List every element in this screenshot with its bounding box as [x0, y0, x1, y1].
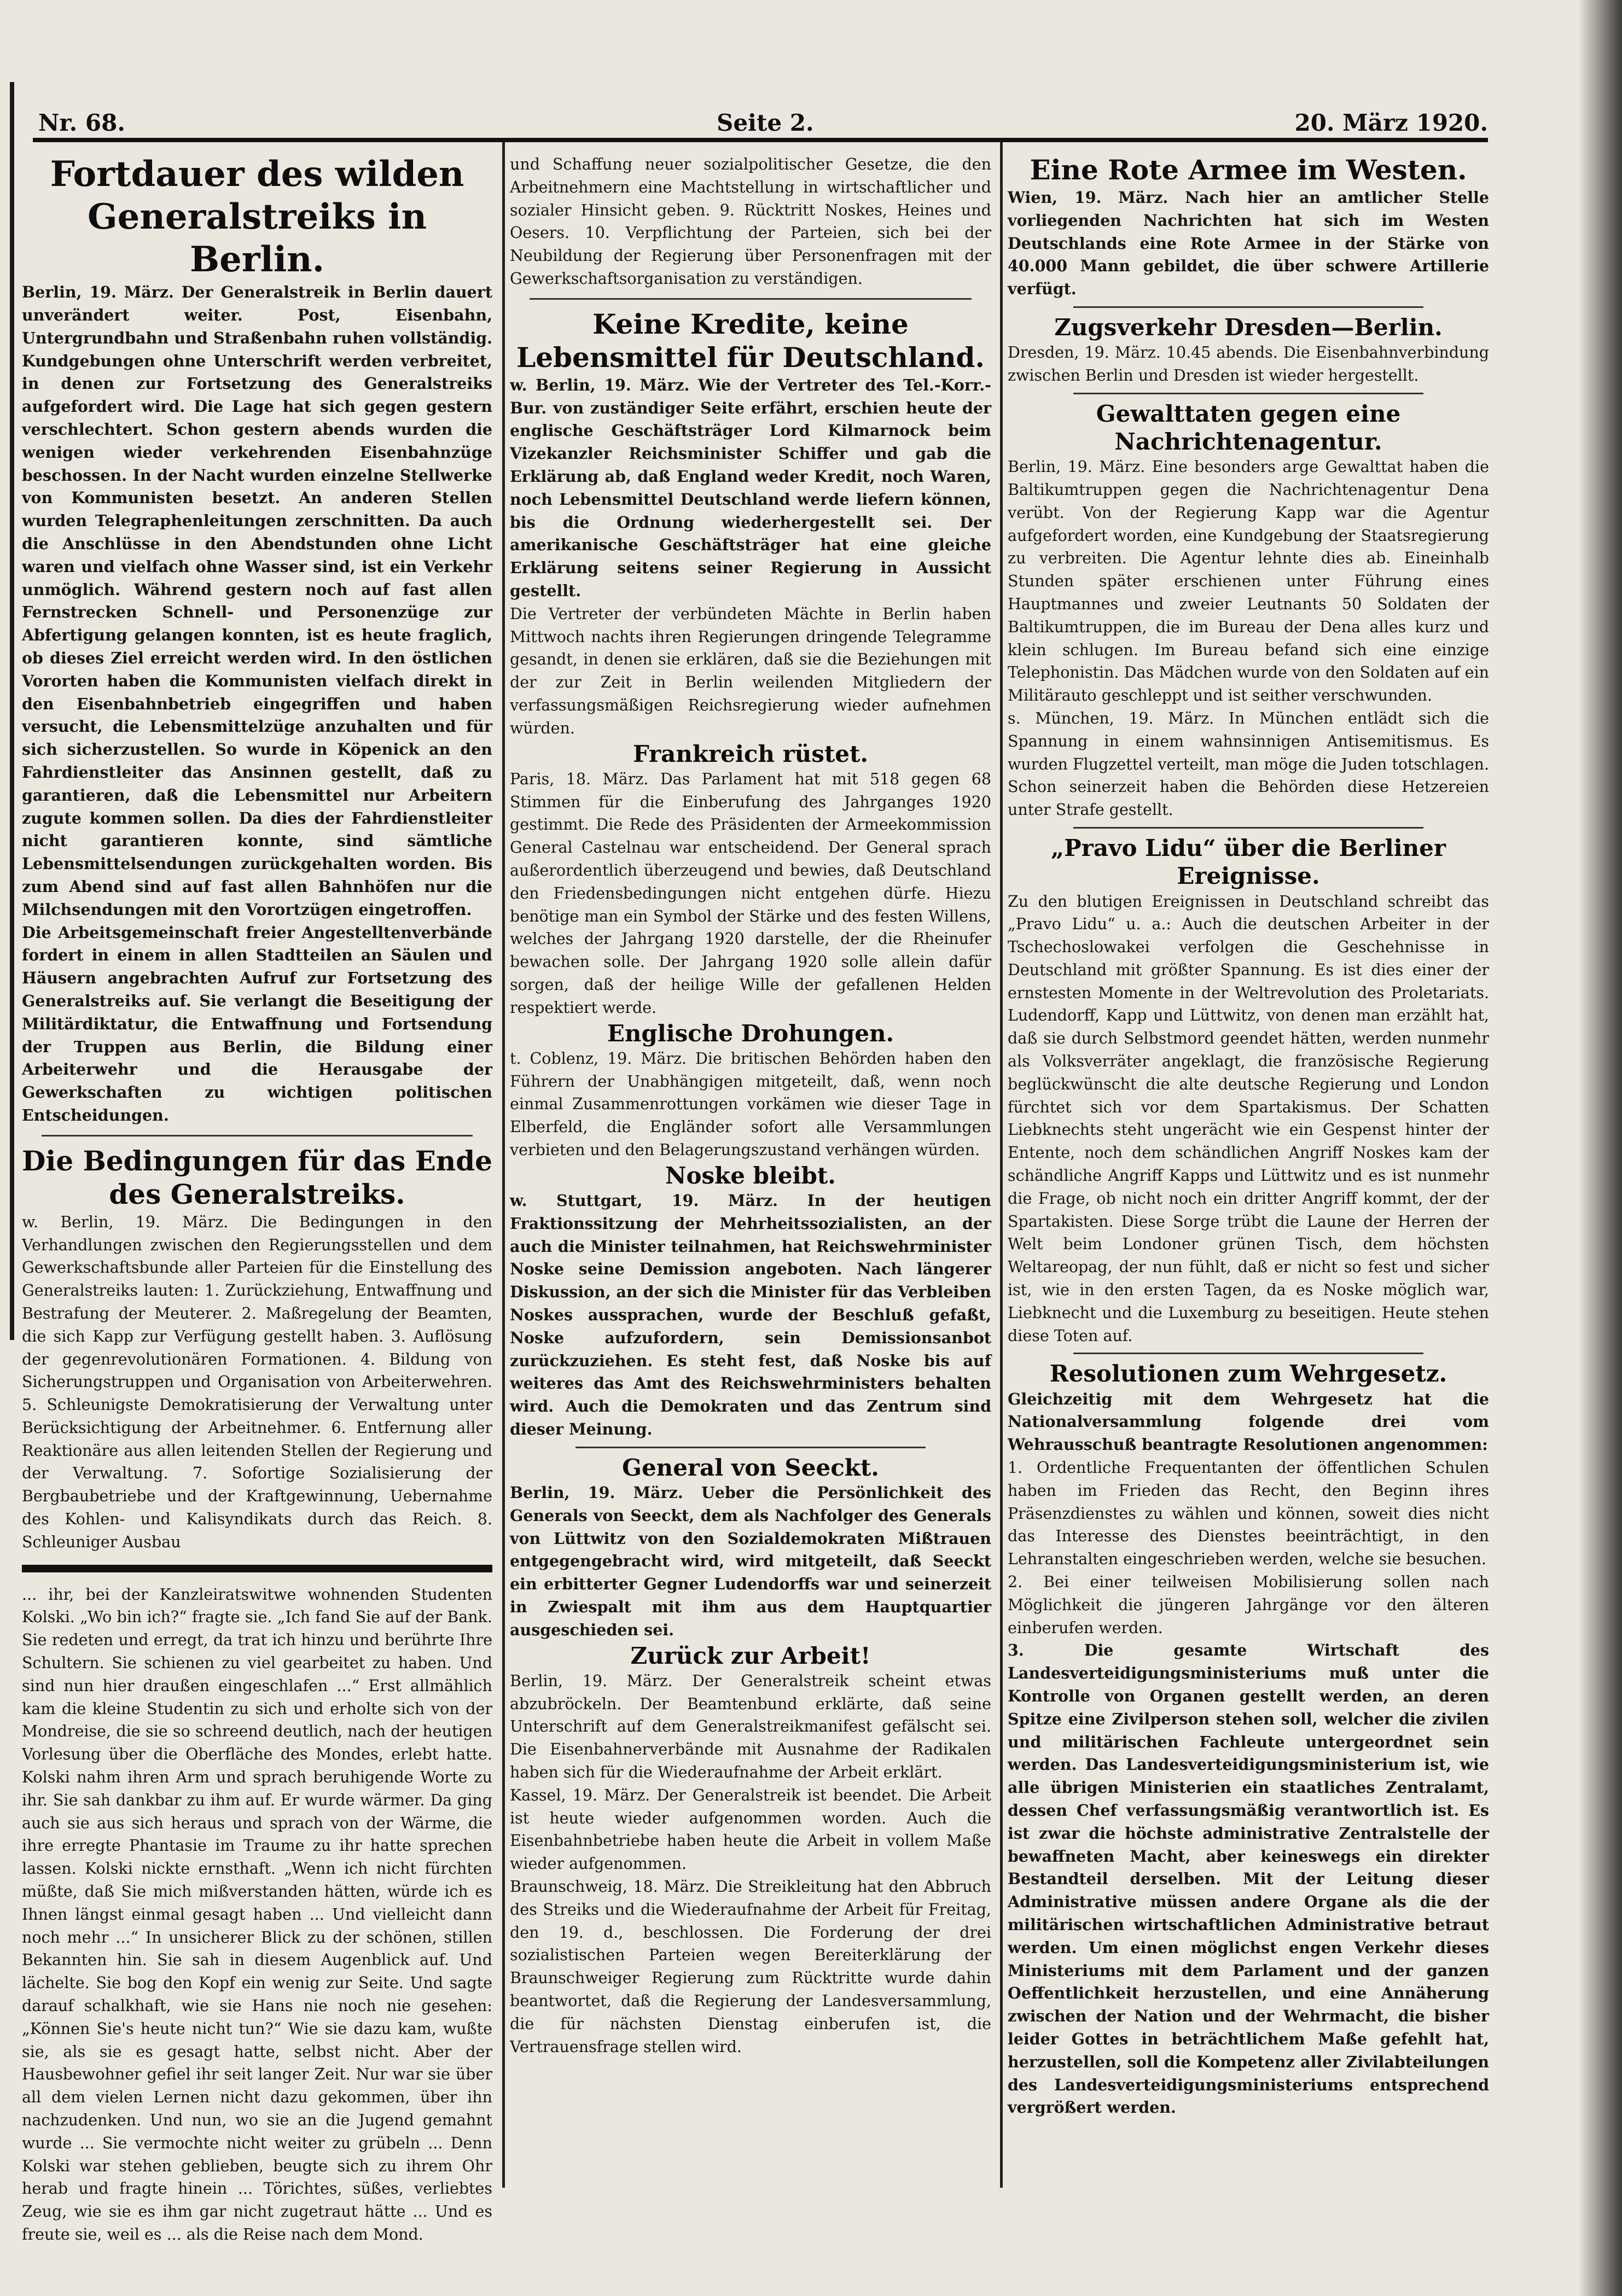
article-body: s. München, 19. März. In München entlädt sich die Spannung in einem wahnsinnigen Antisemitismus. Es wurden Flugzettel verteilt, man möge die Juden totschlagen. Schon seinerzeit haben die Behörden diese Hetzereien unter Strafe gestellt.	[1008, 709, 1489, 819]
article-body: Berlin, 19. März. Eine besonders arge Gewalttat haben die Baltikumtruppen gegen die Nachrichtenagentur Dena verübt. Von der Regierung Kapp war die Agentur aufgefordert worden, eine Kundgebung der Staatsregierung zu verbreiten. Die Agentur lehnte dies ab. Eineinhalb Stunden später erschienen unter Führung eines Hauptmannes und zweier Leutnants 50 Soldaten der Baltikumtruppen, die im Bureau der Dena alles kurz und klein schlugen. Im Bureau befand sich eine einzige Telephonistin. Das Mädchen wurde von den Soldaten auf ein Militärauto geschleppt und ist seither verschwunden.	[1008, 458, 1489, 705]
article-body: w. Berlin, 19. März. Die Bedingungen in den Verhandlungen zwischen den Regierungsstellen und dem Gewerkschaftsbunde aller Parteien für die Einstellung des Generalstreiks lauten: 1. Zurückziehung, Entwaffnung und Bestrafung der Meuterer. 2. Maßregelung der Beamten, die sich Kapp zur Verfügung gestellt haben. 3. Auflösung der gegenrevolutionären Formationen. 4. Bildung von Sicherungstruppen und Organisation von Arbeiterwehren. 5. Schleunigste Demokratisierung der Verwaltung unter Berücksichtigung der Arbeitnehmer. 6. Entfernung aller Reaktionäre aus allen leitenden Stellen der Regierung und der Verwaltung. 7. Sofortige Sozialisierung der Bergbaubetriebe und der Kraftgewinnung, Uebernahme des Kohlen- und Kalisyndikats durch das Reich. 8. Schleuniger Ausbau	[22, 1213, 492, 1551]
article-separator	[1073, 1353, 1423, 1354]
article-body: Kassel, 19. März. Der Generalstreik ist beendet. Die Arbeit ist heute wieder aufgenommen worden. Auch die Eisenbahnbetriebe haben heute die Arbeit in vollem Maße wieder aufgenommen.	[510, 1786, 991, 1873]
article-body: 1. Ordentliche Frequentanten der öffentlichen Schulen haben im Frieden das Recht, den Beginn ihres Präsenzdienstes zu wählen und können, soweit dies nicht das Interesse des Dienstes beeinträchtigt, in den Lehranstalten eingeschrieben werden, welche sie besuchen.	[1008, 1459, 1489, 1569]
article-headline: „Pravo Lidu“ über die Berliner Ereignisse.	[1051, 835, 1446, 890]
column-3	[1008, 153, 1489, 2119]
article-body: t. Coblenz, 19. März. Die britischen Behörden haben den Führern der Unabhängigen mitgeteilt, daß, wenn noch einmal Zusammenrottungen vorkämen wie dieser Tage in Elberfeld, die Engländer sofort alle Versammlungen verbieten und den Belagerungszustand verhängen würden.	[510, 1049, 991, 1159]
article-headline: Gewalttaten gegen eine Nachrichtenagentur.	[1096, 400, 1401, 456]
article-body: w. Berlin, 19. März. Wie der Vertreter des Tel.-Korr.-Bur. von zuständiger Seite erfährt, erschien heute der englische Geschäftsträger Lord Kilmarnock beim Vizekanzler Reichsminister Schiffer und gab die Erklärung ab, daß England weder Kredit, noch Waren, noch Lebensmittel Deutschland werde liefern können, bis die Ordnung wiederhergestellt sei. Der amerikanische Geschäftsträger hat eine gleiche Erklärung seitens seiner Regierung in Aussicht gestellt.	[510, 375, 991, 600]
column-divider-1	[502, 142, 505, 2188]
article-separator	[1073, 827, 1423, 829]
article-headline: Zugsverkehr Dresden—Berlin.	[1054, 313, 1443, 341]
article-headline: Die Bedingungen für das Ende des Generalstreiks.	[22, 1144, 492, 1210]
page-edge-shadow	[1578, 0, 1622, 2296]
article-headline: Fortdauer des wilden Generalstreiks in Berlin.	[50, 154, 464, 281]
article-body: Wien, 19. März. Nach hier an amtlicher Stelle vorliegenden Nachrichten hat sich im Westen Deutschlands eine Rote Armee in der Stärke von 40.000 Mann gebildet, die über schwere Artillerie verfügt.	[1008, 188, 1489, 299]
article-body: Zu den blutigen Ereignissen in Deutschland schreibt das „Pravo Lidu“ u. a.: Auch die deutschen Arbeiter in der Tschechoslowakei verfolgen die Geschehnisse in Deutschland mit größter Spannung. Es ist dies einer der ernstesten Momente in der Weltrevolution des Proletariats. Ludendorff, Kapp und Lüttwitz, von denen man erzählt hat, daß sie durch Selbstmord geendet hätten, werden nunmehr als Volksverräter angeklagt, die französische Regierung beglückwünscht die alte deutsche Regierung und London fürchtet sich vor dem Spartakismus. Der Schatten Liebknechts steht ungerächt wie ein Gespenst hinter der Entente, noch dem schändlichen Angriff Noskes kam der schändliche Angriff Kapps und Lüttwitz und es ist nunmehr die Frage, ob nicht noch ein dritter Angriff kommt, der der Spartakisten. Diese Sorge trübt die Laune der Herren der Welt beim Londoner grünen Tisch, dem höchsten Weltareopag, der nun fühlt, daß er nicht so fest und sicher ist, wie in den ersten Tagen, da es Noske möglich war, Liebknecht und die Luxemburg zu beseitigen. Heute stehen diese Toten auf.	[1008, 892, 1489, 1345]
article-headline: Zurück zur Arbeit!	[630, 1642, 871, 1669]
article-body: Die Arbeitsgemeinschaft freier Angestelltenverbände fordert in einem in allen Stadtteilen an Säulen und Häusern angebrachten Aufruf zur Fortsetzung des Generalstreiks auf. Sie verlangt die Beseitigung der Militärdiktatur, die Entwaffnung und Fortsendung der Truppen aus Berlin, die Bildung einer Arbeiterwehr und die Herausgabe der Gewerkschaften zu wichtigen politischen Entscheidungen.	[22, 923, 492, 1124]
article-body: w. Stuttgart, 19. März. In der heutigen Fraktionssitzung der Mehrheitssozialisten, an der auch die Minister teilnahmen, hat Reichswehrminister Noske seine Demission angeboten. Nach längerer Diskussion, an der sich die Minister für das Verbleiben Noskes aussprachen, wurde der Beschluß gefaßt, Noske aufzufordern, sein Demissionsanbot zurückzuziehen. Es steht fest, daß Noske bis auf weiteres das Amt des Reichswehrministers behalten wird. Auch die Demokraten und das Zentrum sind dieser Meinung.	[510, 1191, 991, 1438]
page-number: Seite 2.	[717, 109, 814, 136]
article-body: Dresden, 19. März. 10.45 abends. Die Eisenbahnverbindung zwischen Berlin und Dresden ist wieder hergestellt.	[1008, 343, 1489, 385]
feuilleton-text: ... ihr, bei der Kanzleiratswitwe wohnenden Studenten Kolski. „Wo bin ich?“ fragte sie. „Ich fand Sie auf der Bank. Sie redeten und erregt, da trat ich hinzu und berührte Ihre Schultern. Sie schienen zu viel gearbeitet zu haben. Und sind nun hier draußen eingeschlafen ...“ Erst allmählich kam die kleine Studentin zu sich und erholte sich von der Mondreise, die sie so schreend deutlich, nach der heutigen Vorlesung über die Oberfläche des Mondes, erlebt hatte. Kolski nahm ihren Arm und sprach beruhigende Worte zu ihr. Sie sah dankbar zu ihm auf. Er wurde wärmer. Da ging auch sie aus sich heraus und sprach von der Wärme, die ihre erregte Phantasie im Traume zu ihr hatte sprechen lassen. Kolski nickte ernsthaft. „Wenn ich nicht fürchten müßte, daß Sie mich mißverstanden hätten, würde ich es Ihnen längst einmal gesagt haben ... Und vielleicht dann noch mehr ...“ In unsicherer Blick zu der schönen, stillen Bekannten hin. Sie sah in diesem Augenblick auf. Und lächelte. Sie bog den Kopf ein wenig zur Seite. Und sagte darauf schalkhaft, wie sie Hans nie noch nie gesehen: „Können Sie's heute nicht tun?“ Wie sie dazu kam, wußte sie, als sie es gesagt hatte, selbst nicht. Aber der Hausbewohner gefiel ihr seit langer Zeit. Nur war sie über all dem vielen Lernen nicht dazu gekommen, über ihn nachzudenken. Und nun, wo sie an die Jugend gemahnt wurde ... Sie vermochte nicht weiter zu grübeln ... Denn Kolski war stehen geblieben, beugte sich zu ihrem Ohr herab und fragte hinein ... Törichtes, süßes, verliebtes Zeug, wie sie es ihm gar nicht zugetraut hätte ... Und es freute sie, weil es ... als die Reise nach dem Mond.	[22, 1585, 492, 2243]
article-body: Berlin, 19. März. Der Generalstreik scheint etwas abzubröckeln. Der Beamtenbund erklärte, daß seine Unterschrift auf dem Generalstreikmanifest gefälscht sei. Die Eisenbahnerverbände mit Ausnahme der Radikalen haben sich für die Wiederaufnahme der Arbeit erklärt.	[510, 1671, 991, 1781]
article-separator	[575, 1447, 926, 1448]
article-body: Die Vertreter der verbündeten Mächte in Berlin haben Mittwoch nachts ihren Regierungen dringende Telegramme gesandt, in denen sie erklären, daß sie die Beziehungen mit der zur Zeit in Berlin weilenden Mitgliedern der verfassungsmäßigen Reichsregierung wieder aufnehmen würden.	[510, 604, 991, 737]
article-headline: Keine Kredite, keine Lebensmittel für Deutschland.	[516, 307, 985, 374]
article-separator	[530, 298, 972, 300]
article-separator	[1073, 393, 1423, 394]
article-separator	[1073, 306, 1423, 308]
column-2	[510, 153, 991, 2058]
article-headline: Eine Rote Armee im Westen.	[1030, 154, 1467, 186]
article-separator	[42, 1135, 473, 1137]
page-header	[38, 109, 1488, 142]
header-rule	[33, 138, 1488, 142]
article-headline: General von Seeckt.	[622, 1454, 879, 1481]
article-body: und Schaffung neuer sozialpolitischer Gesetze, die den Arbeitnehmern eine Machtstellung in wirtschaftlicher und sozialer Hinsicht geben. 9. Rücktritt Noskes, Heines und Oesers. 10. Verpflichtung der Parteien, sich bei der Neubildung der Regierung über Personenfragen mit der Gewerkschaftsorganisation zu verständigen.	[510, 155, 991, 288]
feuilleton-separator	[22, 1565, 492, 1572]
article-body: Berlin, 19. März. Ueber die Persönlichkeit des Generals von Seeckt, dem als Nachfolger des Generals von Lüttwitz von den Sozialdemokraten Mißtrauen entgegengebracht wird, wird mitgeteilt, daß Seeckt ein erbitterter Gegner Ludendorffs war und seinerzeit in Zwiespalt mit ihm aus dem Hauptquartier ausgeschieden sei.	[510, 1483, 991, 1639]
column-divider-2	[1000, 142, 1003, 2188]
article-headline: Resolutionen zum Wehrgesetz.	[1049, 1360, 1447, 1388]
article-headline: Noske bleibt.	[665, 1162, 836, 1189]
article-body: Paris, 18. März. Das Parlament hat mit 518 gegen 68 Stimmen für die Einberufung des Jahrganges 1920 gestimmt. Die Rede des Präsidenten der Armeekommission General Castelnau war entscheidend. Der General sprach außerordentlich überzeugend und bewies, daß Deutschland den Friedensbedingungen nicht entgehen dürfe. Hiezu benötige man ein Symbol der Stärke und des festen Willens, welches der Jahrgang 1920 darstelle, der die Rheinufer bewachen solle. Der Jahrgang 1920 solle allein dafür sorgen, daß der heilige Wille der gefallenen Helden respektiert werde.	[510, 770, 991, 1017]
article-headline: Frankreich rüstet.	[632, 740, 869, 767]
article-body: 2. Bei einer teilweisen Mobilisierung sollen nach Möglichkeit die jüngeren Jahrgänge vor den älteren einberufen werden.	[1008, 1573, 1489, 1637]
article-body: 3. Die gesamte Wirtschaft des Landesverteidigungsministeriums muß unter die Kontrolle von Organen gestellt werden, an deren Spitze eine Zivilperson stehen soll, welcher die zivilen und militärischen Fachleute untergeordnet sein werden. Das Landesverteidigungsministerium ist, wie alle übrigen Ministerien ein staatliches Zentralamt, dessen Chef verfassungsmäßig verantwortlich ist. Es ist zwar die höchste administrative Zentralstelle der bewaffneten Macht, aber keineswegs ein direkter Bestandteil derselben. Mit der Leitung dieser Administrative müssen andere Organe als die der militärischen wirtschaftlichen Administrative betraut werden. Um einen möglichst engen Verkehr dieses Ministeriums mit dem Parlament und der ganzen Oeffentlichkeit herzustellen, und eine Annäherung zwischen der Nation und der Wehrmacht, die bisher leider Gottes in beträchtlichem Maße gefehlt hat, herzustellen, soll die Kompetenz aller Zivilabteilungen des Landesverteidigungsministeriums entsprechend vergrößert werden.	[1008, 1641, 1489, 2117]
article-body: Berlin, 19. März. Der Generalstreik in Berlin dauert unverändert weiter. Post, Eisenbahn, Untergrundbahn und Straßenbahn ruhen vollständig. Kundgebungen ohne Unterschrift werden verbreitet, in denen zur Fortsetzung des Generalstreiks aufgefordert wird. Die Lage hat sich gegen gestern verschlechtert. Schon gestern abends wurden die wenigen wieder verkehrenden Eisenbahnzüge beschossen. In der Nacht wurden einzelne Stellwerke von Kommunisten besetzt. An anderen Stellen wurden Telegraphenleitungen zerschnitten. Da auch die Anschlüsse in den Abendstunden ohne Licht waren und vielfach ohne Wasser sind, ist ein Verkehr unmöglich. Während gestern noch auf fast allen Fernstrecken Schnell- und Personenzüge zur Abfertigung gelangen konnten, ist es heute fraglich, ob dieses Ziel erreicht werden wird. In den östlichen Vororten haben die Kommunisten vielfach direkt in den Eisenbahnbetrieb eingegriffen und haben versucht, die Lebensmittelzüge anzuhalten und für sich sicherzustellen. So wurde in Köpenick an den Fahrdienstleiter das Ansinnen gestellt, daß zu garantieren, daß die Lebensmittel nur Arbeitern zugute kommen sollen. Da dies der Fahrdienstleiter nicht garantieren konnte, sind sämtliche Lebensmittelsendungen zurückgehalten worden. Bis zum Abend sind auf fast allen Bahnhöfen nur die Milchsendungen mit den Vorortzügen eingetroffen.	[22, 283, 492, 919]
column-1	[22, 153, 492, 2246]
article-body: Gleichzeitig mit dem Wehrgesetz hat die Nationalversammlung folgende drei vom Wehrausschuß beantragte Resolutionen angenommen:	[1008, 1389, 1489, 1454]
article-headline: Englische Drohungen.	[607, 1019, 894, 1047]
article-body: Braunschweig, 18. März. Die Streikleitung hat den Abbruch des Streiks und die Wiederaufnahme der Arbeit für Freitag, den 19. d., beschlossen. Die Forderung der drei sozialistischen Parteien wegen Bereiterklärung der Braunschweiger Regierung zum Rücktritte wurde dahin beantwortet, daß die Regierung der Landesversammlung, die für nächsten Dienstag einberufen ist, die Vertrauensfrage stellen wird.	[510, 1877, 991, 2056]
issue-number: Nr. 68.	[38, 109, 125, 136]
left-edge-border	[10, 82, 14, 1340]
issue-date: 20. März 1920.	[1294, 109, 1488, 136]
